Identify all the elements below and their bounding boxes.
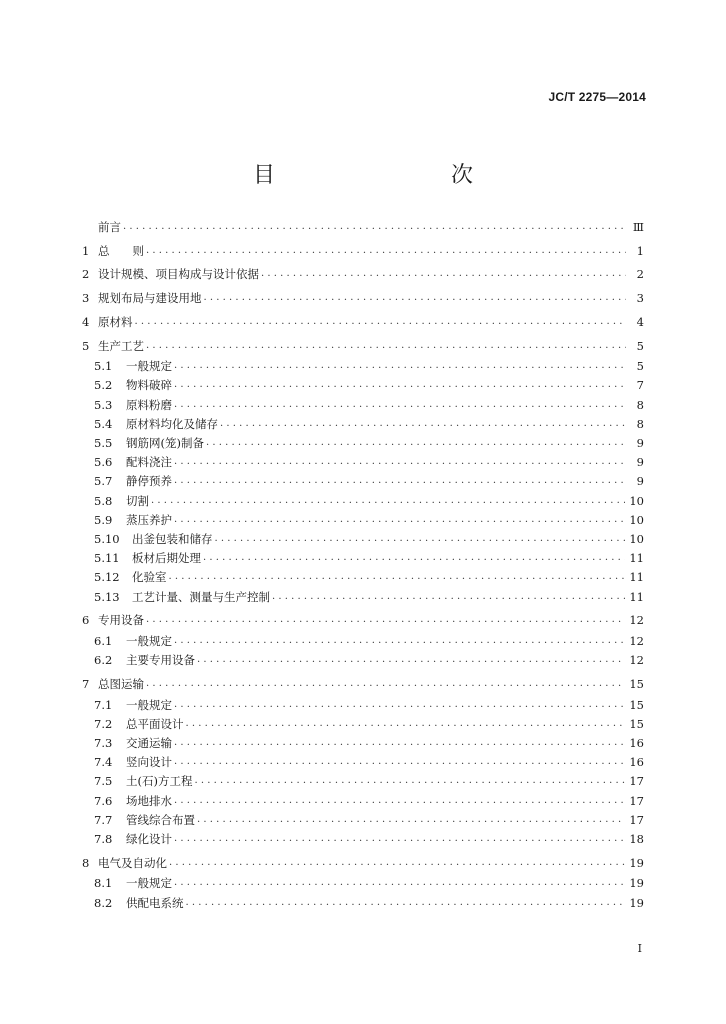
toc-leader-dots <box>272 591 625 604</box>
toc-entry-title: 化验室 <box>132 570 167 585</box>
page-number: I <box>637 942 642 955</box>
toc-entry-page: 11 <box>629 551 644 566</box>
toc-section-entry[interactable] <box>82 451 644 469</box>
toc-entry-title: 一般规定 <box>126 876 172 891</box>
toc-leader-dots <box>174 756 625 769</box>
toc-entry-number: 7.4 <box>94 755 113 770</box>
toc-leader-dots <box>174 877 625 890</box>
toc-leader-dots <box>174 456 626 469</box>
toc-entry-page: 15 <box>629 697 644 712</box>
toc-section-entry[interactable] <box>82 413 644 431</box>
toc-entry-title: 竖向设计 <box>126 755 172 770</box>
toc-leader-dots <box>174 399 626 412</box>
toc-entry-page: 16 <box>629 755 644 770</box>
toc-section-entry[interactable] <box>82 770 644 788</box>
toc-entry-number: 5 <box>82 338 90 353</box>
toc-entry-number: 2 <box>82 267 90 282</box>
standard-code: JC/T 2275—2014 <box>548 90 646 104</box>
toc-entry-title: 总图运输 <box>98 676 144 691</box>
toc-entry-number: 6 <box>82 613 90 628</box>
toc-entry-page: 9 <box>636 474 644 489</box>
toc-entry-number: 5.3 <box>94 397 113 412</box>
toc-entry-number: 7.2 <box>94 716 113 731</box>
toc-entry-number: 5.7 <box>94 474 113 489</box>
toc-entry-title: 前言 <box>98 220 121 234</box>
toc-section-entry[interactable] <box>82 630 644 648</box>
toc-entry-number: 4 <box>82 314 90 329</box>
toc-entry-title: 原料粉磨 <box>126 397 172 412</box>
toc-leader-dots <box>174 360 626 373</box>
toc-leader-dots <box>203 552 625 565</box>
toc-entry-number: 5.1 <box>94 359 113 374</box>
toc-entry-page: 5 <box>636 359 644 374</box>
toc-entry-number: 8.1 <box>94 876 113 891</box>
toc-entry-title: 一般规定 <box>126 634 172 648</box>
toc-section-entry[interactable] <box>82 732 644 750</box>
toc-entry-number: 5.13 <box>94 589 120 604</box>
toc-entry-number: 5.11 <box>94 551 120 566</box>
toc-entry-title: 设计规模、项目构成与设计依据 <box>98 267 259 282</box>
toc-entry-page: 5 <box>636 338 644 353</box>
toc-entry-number: 7.6 <box>94 793 113 808</box>
toc-entry-page: 1 <box>636 243 644 258</box>
toc-entry-title: 原材料均化及储存 <box>126 416 218 431</box>
toc-entry-page: 12 <box>629 653 644 668</box>
toc-leader-dots <box>146 340 626 353</box>
toc-leader-dots <box>123 221 626 234</box>
toc-entry-number: 5.5 <box>94 436 113 450</box>
toc-entry-number: 5.2 <box>94 378 113 393</box>
toc-leader-dots <box>169 571 626 584</box>
toc-section-entry[interactable] <box>82 892 644 910</box>
toc-entry-title: 出釜包装和储存 <box>132 532 213 546</box>
toc-leader-dots <box>194 775 625 788</box>
toc-title: 目 次 <box>252 163 517 188</box>
toc-entry-page: 11 <box>629 589 644 604</box>
toc-entry-number: 7.1 <box>94 697 113 712</box>
toc-chapter-entry[interactable] <box>82 287 644 305</box>
toc-entry-page: 18 <box>629 832 644 846</box>
toc-entry-number: 5.12 <box>94 570 120 585</box>
toc-leader-dots <box>197 814 625 827</box>
toc-entry-page: 3 <box>636 291 644 306</box>
toc-leader-dots <box>174 379 626 392</box>
toc-section-entry[interactable] <box>82 872 644 890</box>
toc-leader-dots <box>169 857 625 870</box>
toc-entry-page: 10 <box>629 512 644 527</box>
toc-entry-page: 16 <box>629 736 644 750</box>
toc-leader-dots <box>146 245 626 258</box>
toc-entry-title: 规划布局与建设用地 <box>98 291 202 306</box>
toc-leader-dots <box>174 635 625 648</box>
toc-entry-title: 板材后期处理 <box>132 551 201 566</box>
toc-leader-dots <box>206 437 626 450</box>
toc-section-entry[interactable] <box>82 355 644 373</box>
toc-section-entry[interactable] <box>82 751 644 769</box>
toc-entry-title: 工艺计量、测量与生产控制 <box>132 589 270 604</box>
toc-entry-title: 主要专用设备 <box>126 653 195 668</box>
toc-entry-number: 6.1 <box>94 634 113 648</box>
toc-chapter-entry[interactable] <box>82 609 644 627</box>
toc-entry-title: 专用设备 <box>98 613 144 628</box>
toc-entry-page: 15 <box>629 716 644 731</box>
toc-entry-number: 6.2 <box>94 653 113 668</box>
toc-entry-page: 15 <box>629 676 644 691</box>
toc-section-entry[interactable] <box>82 528 644 546</box>
toc-leader-dots <box>174 514 625 527</box>
toc-entry-title: 生产工艺 <box>98 338 144 353</box>
toc-entry-page: 12 <box>629 613 644 628</box>
toc-chapter-entry[interactable] <box>82 335 644 353</box>
toc-section-entry[interactable] <box>82 470 644 488</box>
toc-chapter-entry[interactable] <box>82 216 644 234</box>
toc-entry-page: 10 <box>629 493 644 508</box>
toc-entry-title: 切割 <box>126 493 149 508</box>
toc-leader-dots <box>151 495 625 508</box>
toc-entry-title: 配料浇注 <box>126 455 172 470</box>
toc-section-entry[interactable] <box>82 828 644 846</box>
toc-section-entry[interactable] <box>82 566 644 584</box>
toc-leader-dots <box>146 678 625 691</box>
toc-chapter-entry[interactable] <box>82 240 644 258</box>
toc-leader-dots <box>186 897 626 910</box>
toc-entry-title: 绿化设计 <box>126 832 172 846</box>
toc-chapter-entry[interactable] <box>82 311 644 329</box>
toc-section-entry[interactable] <box>82 586 644 604</box>
toc-section-entry[interactable] <box>82 790 644 808</box>
toc-leader-dots <box>174 795 625 808</box>
toc-entry-title: 一般规定 <box>126 359 172 374</box>
toc-entry-page: 7 <box>636 378 644 393</box>
toc-entry-number: 7.5 <box>94 774 113 789</box>
toc-entry-page: Ⅲ <box>632 220 644 234</box>
toc-leader-dots <box>261 268 626 281</box>
toc-entry-page: 19 <box>629 876 644 891</box>
toc-leader-dots <box>174 699 625 712</box>
toc-leader-dots <box>146 614 625 627</box>
toc-entry-number: 7.7 <box>94 812 113 827</box>
toc-section-entry[interactable] <box>82 374 644 392</box>
toc-entry-page: 11 <box>629 570 644 585</box>
toc-leader-dots <box>174 737 625 750</box>
toc-entry-title: 电气及自动化 <box>98 855 167 870</box>
toc-entry-page: 12 <box>629 634 644 648</box>
toc-entry-number: 5.8 <box>94 493 113 508</box>
toc-entry-number: 7.8 <box>94 832 113 846</box>
toc-leader-dots <box>174 475 626 488</box>
toc-entry-title: 供配电系统 <box>126 895 184 910</box>
toc-leader-dots <box>215 533 626 546</box>
toc-section-entry[interactable] <box>82 694 644 712</box>
toc-leader-dots <box>197 654 625 667</box>
toc-entry-title: 总平面设计 <box>126 716 184 731</box>
toc-entry-title: 管线综合布置 <box>126 812 195 827</box>
toc-entry-title: 一般规定 <box>126 697 172 712</box>
toc-section-entry[interactable] <box>82 713 644 731</box>
toc-entry-page: 19 <box>629 855 644 870</box>
toc-entry-number: 8.2 <box>94 895 113 910</box>
toc-section-entry[interactable] <box>82 490 644 508</box>
toc-leader-dots <box>204 292 627 305</box>
toc-entry-number: 5.10 <box>94 532 120 546</box>
toc-entry-title: 钢筋网(笼)制备 <box>126 436 204 450</box>
toc-section-entry[interactable] <box>82 547 644 565</box>
toc-entry-page: 8 <box>636 416 644 431</box>
toc-entry-page: 19 <box>629 895 644 910</box>
toc-entry-title: 总 则 <box>98 243 144 258</box>
toc-entry-page: 8 <box>636 397 644 412</box>
toc-leader-dots <box>135 316 627 329</box>
toc-entry-page: 4 <box>636 314 644 329</box>
toc-section-entry[interactable] <box>82 809 644 827</box>
toc-entry-number: 1 <box>82 243 90 258</box>
toc-entry-page: 17 <box>629 793 644 808</box>
toc-entry-title: 原材料 <box>98 314 133 329</box>
toc-leader-dots <box>174 833 625 846</box>
toc-chapter-entry[interactable] <box>82 263 644 281</box>
toc-entry-title: 静停预养 <box>126 474 172 489</box>
toc-entry-number: 7 <box>82 676 90 691</box>
toc-section-entry[interactable] <box>82 509 644 527</box>
toc-chapter-entry[interactable] <box>82 852 644 870</box>
toc-entry-page: 10 <box>629 532 644 546</box>
toc-entry-number: 7.3 <box>94 736 113 750</box>
toc-entry-title: 场地排水 <box>126 793 172 808</box>
toc-entry-number: 5.6 <box>94 455 113 470</box>
toc-entry-page: 17 <box>629 774 644 789</box>
toc-entry-page: 9 <box>636 436 644 450</box>
toc-entry-number: 5.9 <box>94 512 113 527</box>
toc-leader-dots <box>220 418 626 431</box>
toc-entry-page: 2 <box>636 267 644 282</box>
toc-leader-dots <box>186 718 626 731</box>
toc-section-entry[interactable] <box>82 432 644 450</box>
toc-entry-page: 17 <box>629 812 644 827</box>
toc-entry-page: 9 <box>636 455 644 470</box>
toc-section-entry[interactable] <box>82 394 644 412</box>
toc-chapter-entry[interactable] <box>82 673 644 691</box>
toc-entry-number: 5.4 <box>94 416 113 431</box>
toc-entry-title: 交通运输 <box>126 736 172 750</box>
toc-entry-title: 土(石)方工程 <box>126 774 193 789</box>
toc-entry-number: 3 <box>82 291 90 306</box>
toc-entry-number: 8 <box>82 855 90 870</box>
toc-entry-title: 物料破碎 <box>126 378 172 393</box>
toc-section-entry[interactable] <box>82 649 644 667</box>
toc-entry-title: 蒸压养护 <box>126 512 172 527</box>
